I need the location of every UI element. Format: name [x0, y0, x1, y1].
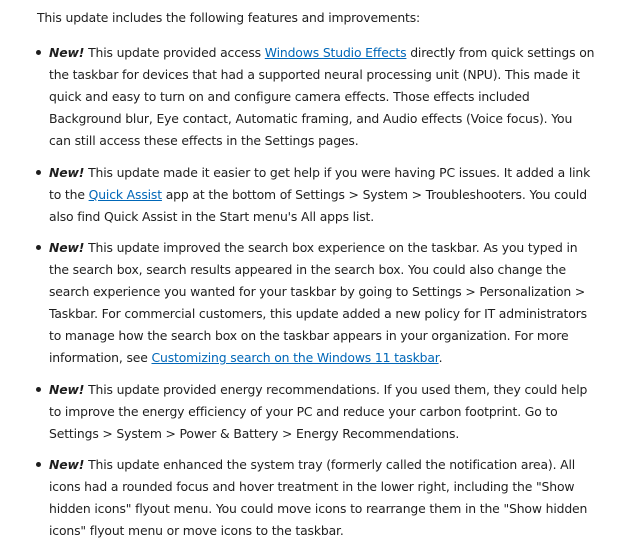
bullet-line: quick and easy to turn on and configure camera effects. Those effects included [49, 89, 530, 104]
new-label: New! [49, 165, 85, 180]
bullet-line [49, 379, 609, 401]
customizing-search-link[interactable]: Customizing search on the Windows 11 taskbar [151, 350, 439, 365]
new-label: New! [49, 382, 85, 397]
list-item-system-tray [49, 454, 609, 542]
bullet-text: This update made it easier to get help if you were having PC issues. It added a link [88, 165, 591, 180]
bullet-text: information, see [49, 350, 152, 365]
bullet-text: app at the bottom of Settings > System > Troubleshooters. You could [161, 187, 587, 202]
bullet-line: to improve the energy efficiency of your PC and reduce your carbon footprint. Go to [49, 404, 558, 419]
bullet-line: icons" flyout menu or move icons to the taskbar. [49, 523, 344, 538]
bullet-text: This update provided energy recommendations. If you used them, they could help [88, 382, 588, 397]
bullet-text: . [438, 350, 443, 365]
bullet-line [49, 347, 609, 369]
bullet-line: Settings > System > Power & Battery > Energy Recommendations. [49, 426, 460, 441]
bullet-text: This update enhanced the system tray (formerly called the notification area). All [88, 457, 576, 472]
new-label: New! [49, 240, 85, 255]
bullet-line: also find Quick Assist in the Start menu's All apps list. [49, 209, 375, 224]
new-label: New! [49, 457, 85, 472]
bullet-line: can still access these effects in the Settings pages. [49, 133, 359, 148]
list-item-search-box [49, 237, 609, 369]
bullet-text: This update improved the search box experience on the taskbar. As you typed in [88, 240, 578, 255]
bullet-line [49, 42, 609, 64]
bullet-line [49, 237, 609, 259]
bullet-line: search experience you wanted for your taskbar by going to Settings > Personalization > [49, 284, 586, 299]
bullet-line: Taskbar. For commercial customers, this update added a new policy for IT administrators [49, 306, 587, 321]
bullet-line [49, 184, 609, 206]
bullet-dot [36, 50, 41, 55]
quick-assist-link[interactable]: Quick Assist [88, 187, 162, 202]
bullet-text: directly from quick settings on [406, 45, 595, 60]
bullet-line: the taskbar for devices that had a supported neural processing unit (NPU). This made it [49, 67, 580, 82]
bullet-text: This update provided access [88, 45, 265, 60]
bullet-text: to the [49, 187, 89, 202]
bullet-line: Background blur, Eye contact, Automatic framing, and Audio effects (Voice focus). You [49, 111, 573, 126]
bullet-line [49, 454, 609, 476]
bullet-line: icons had a rounded focus and hover treatment in the lower right, including the "Show [49, 479, 575, 494]
bullet-line [49, 162, 609, 184]
bullet-dot [36, 245, 41, 250]
bullet-line: to manage how the search box on the taskbar appears in your organization. For more [49, 328, 569, 343]
bullet-dot [36, 387, 41, 392]
bullet-dot [36, 170, 41, 175]
intro-text: This update includes the following features and improvements: [37, 10, 421, 25]
new-label: New! [49, 45, 85, 60]
list-item-studio-effects [49, 42, 609, 152]
list-item-energy-recommendations [49, 379, 609, 445]
windows-studio-effects-link[interactable]: Windows Studio Effects [264, 45, 407, 60]
bullet-line: the search box, search results appeared in the search box. You could also change the [49, 262, 566, 277]
bullet-dot [36, 462, 41, 467]
bullet-line: hidden icons" flyout menu. You could move icons to rearrange them in the "Show hidden [49, 501, 588, 516]
list-item-quick-assist [49, 162, 609, 228]
